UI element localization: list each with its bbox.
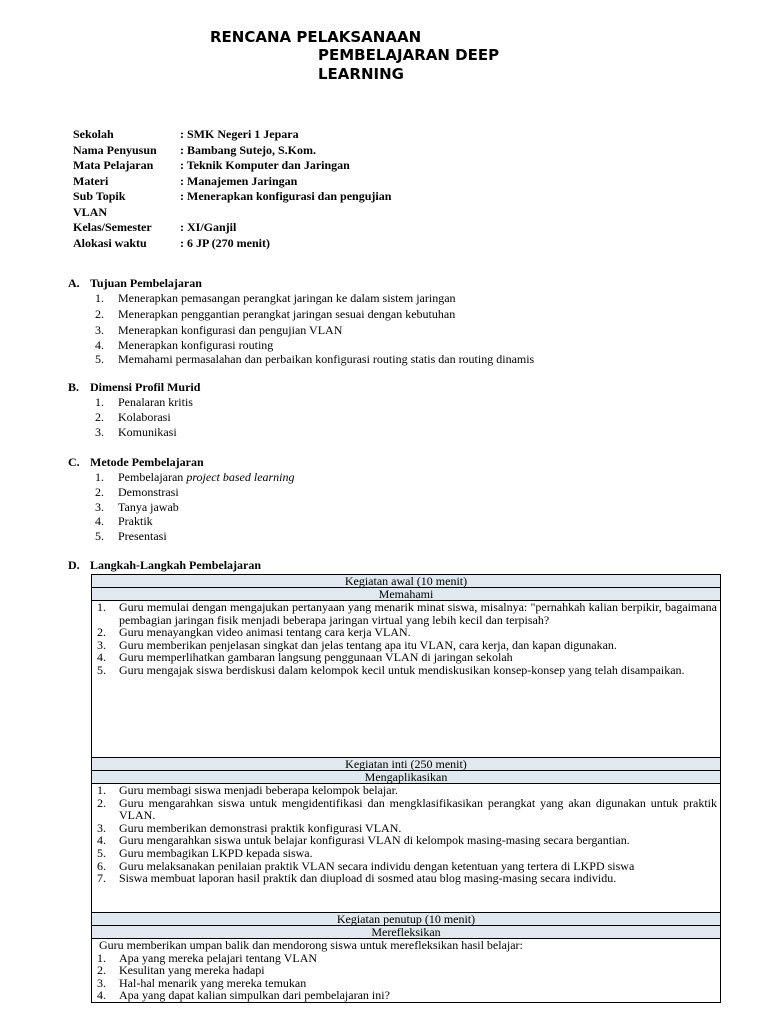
- section-profil: [68, 380, 200, 439]
- list-item: 5. Presentasi: [95, 529, 167, 544]
- section-heading: C. Metode Pembelajaran: [68, 455, 204, 469]
- list-item: 3. Tanya jawab: [95, 499, 179, 514]
- profile-list: [68, 395, 200, 439]
- list-item: 4. Guru memperlihatkan gambaran langsung penggunaan VLAN di jaringan sekolah: [97, 650, 513, 665]
- list-item: 2. Demonstrasi: [95, 484, 179, 499]
- list-item: 3. Hal-hal menarik yang mereka temukan: [97, 975, 307, 990]
- document-page: RENCANA PELAKSANAAN PEMBELAJARAN DEEP LEARNING Sekolah : SMK Negeri 1 Jepara Nama Penyusun : Bambang Sutejo, S.Kom. Mata Pelajaran : Teknik Komputer dan Jaringan Materi : Manajemen Jaringan Sub Topik : Menerapkan konfigurasi dan pengujian VLAN Kelas/Semester : XI/Ganjil Alokasi waktu : 6 JP (270 menit) A. Tujuan Pembelajaran 1. Menerapkan pemasangan perangkat jaringan ke dalam sistem jaringan 2. Menerapkan penggantian perangkat jaringan sesuai dengan kebutuhan 3. Menerapkan konfigurasi dan pengujian VLAN 4. Menerapkan konfigurasi routing 5. Memahami permasalahan dan perbaikan konfigurasi routing statis dan routing dinamis B. Dimensi Profil Murid 1. Penalaran kritis 2. Kolaborasi 3. Komunikasi C. Metode Pembelajaran 1. Pembelajaran project based learning 2. Demonstrasi 3. Tanya jawab 4. Praktik 5. Presentasi D. Langkah-Langkah Pembelajaran Kegiatan awal (10 menit) Memahami 1. Guru memulai dengan mengajukan pertanyaan yang menarik minat siswa, misalnya: "pernahkah kalian berpikir, bagaimana pembagian jaringan fisik menjadi beberapa jaringan virtual yang lebih kecil dan terpisah? 2. Guru menayangkan video animasi tentang cara kerja VLAN. 3. Guru memberikan penjelasan singkat dan jelas tentang apa itu VLAN, cara kerja, dan kapan digunakan. 4. Guru memperlihatkan gambaran langsung penggunaan VLAN di jaringan sekolah 5. Guru mengajak siswa berdiskusi dalam kelompok kecil untuk mendiskusikan konsep-konsep yang telah disampaikan. Kegiatan inti (250 menit) Mengaplikasikan 1. Guru membagi siswa menjadi beberapa kelompok belajar. 2. Guru mengarahkan siswa untuk mengidentifikasi dan mengklasifikasikan perangkat yang akan digunakan untuk praktik VLAN. 3. Guru memberikan demonstrasi praktik konfigurasi VLAN. 4. Guru mengarahkan siswa untuk belajar konfigurasi VLAN di kelompok masing-masing secara bergantian. 5. Guru membagikan LKPD kepada siswa. 6. Guru melaksanakan penilaian praktik VLAN secara individu dengan ketentuan yang tertera di LKPD siswa 7. Siswa membuat laporan hasil praktik dan diupload di sosmed atau blog masing-masing secara individu. Kegiatan penutup (10 menit) Merefleksikan Guru memberikan umpan balik dan mendorong siswa untuk merefleksikan hasil belajar: 1. Apa yang mereka pelajari tentang VLAN 2. Kesulitan yang mereka hadapi 3. Hal-hal menarik yang mereka temukan 4. Apa yang dapat kalian simpulkan dari pembelajaran ini?: [0, 0, 768, 1024]
- penutup-subheader: Merefleksikan: [92, 926, 721, 939]
- awal-header: Kegiatan awal (10 menit): [92, 575, 721, 588]
- list-item: 1. Guru membagi siswa menjadi beberapa kelompok belajar.: [97, 783, 398, 797]
- section-heading: D. Langkah-Langkah Pembelajaran: [68, 558, 262, 572]
- list-item: 2. Guru menayangkan video animasi tentang cara kerja VLAN.: [97, 625, 411, 640]
- list-item: 2. Kolaborasi: [95, 409, 171, 424]
- section-heading: B. Dimensi Profil Murid: [68, 380, 201, 394]
- list-item: 4. Apa yang dapat kalian simpulkan dari pembelajaran ini?: [97, 988, 390, 1003]
- penutup-intro: Guru memberikan umpan balik dan mendorong siswa untuk merefleksikan hasil belajar:: [99, 938, 523, 952]
- inti-header: Kegiatan inti (250 menit): [92, 758, 721, 771]
- awal-content: [92, 601, 721, 758]
- section-langkah: [68, 558, 261, 573]
- list-item: 1. Pembelajaran project based learning: [95, 470, 295, 484]
- title-line-3: LEARNING: [318, 65, 404, 83]
- list-item: 4. Guru mengarahkan siswa untuk belajar konfigurasi VLAN di kelompok masing-masing secara bergantian.: [97, 833, 630, 848]
- list-item: 5. Memahami permasalahan dan perbaikan konfigurasi routing statis dan routing dinamis: [95, 352, 535, 367]
- list-item: 4. Menerapkan konfigurasi routing: [95, 337, 274, 352]
- section-heading: A. Tujuan Pembelajaran: [68, 276, 202, 290]
- penutup-header: Kegiatan penutup (10 menit): [92, 913, 721, 926]
- list-item: 2. Menerapkan penggantian perangkat jaringan sesuai dengan kebutuhan: [95, 306, 456, 321]
- list-item: 3. Menerapkan konfigurasi dan pengujian VLAN: [95, 322, 343, 337]
- penutup-content: [92, 939, 721, 1003]
- list-item: 3. Guru memberikan penjelasan singkat dan jelas tentang apa itu VLAN, cara kerja, dan kapan digunakan.: [97, 637, 617, 652]
- title-line-1: RENCANA PELAKSANAAN: [210, 28, 422, 46]
- list-item: 1. Apa yang mereka pelajari tentang VLAN: [97, 950, 318, 965]
- list-item: 2. Guru mengarahkan siswa untuk mengidentifikasi dan mengklasifikasikan perangkat yang akan digunakan untuk praktik VLAN.: [97, 795, 717, 823]
- list-item: 3. Komunikasi: [95, 424, 177, 439]
- section-metode: [68, 455, 295, 544]
- list-item: 6. Guru melaksanakan penilaian praktik VLAN secara individu dengan ketentuan yang tertera di LKPD siswa: [97, 858, 635, 873]
- objective-list: [68, 291, 534, 367]
- title-line-2: PEMBELAJARAN DEEP: [318, 46, 500, 64]
- section-tujuan: [68, 276, 534, 367]
- list-item: 1. Guru memulai dengan mengajukan pertanyaan yang menarik minat siswa, misalnya: "pernahkah kalian berpikir, bagaimana pembagian jaringan fisik menjadi beberapa jaringan virtual yang lebih kecil dan terpisah?: [97, 600, 717, 627]
- list-item: 7. Siswa membuat laporan hasil praktik dan diupload di sosmed atau blog masing-masing secara individu.: [97, 871, 617, 886]
- steps-table: [91, 574, 721, 1003]
- list-item: 4. Praktik: [95, 514, 153, 529]
- list-item: 2. Kesulitan yang mereka hadapi: [97, 963, 265, 978]
- inti-content: [92, 784, 721, 913]
- method-list: [68, 470, 295, 544]
- list-item: 5. Guru membagikan LKPD kepada siswa.: [97, 845, 313, 860]
- list-item: 3. Guru memberikan demonstrasi praktik konfigurasi VLAN.: [97, 820, 402, 835]
- list-item: 5. Guru mengajak siswa berdiskusi dalam kelompok kecil untuk mendiskusikan konsep-konsep yang telah disampaikan.: [97, 662, 685, 677]
- list-item: 1. Menerapkan pemasangan perangkat jaringan ke dalam sistem jaringan: [95, 291, 456, 305]
- inti-subheader: Mengaplikasikan: [92, 771, 721, 784]
- awal-subheader: Memahami: [92, 588, 721, 601]
- list-item: 1. Penalaran kritis: [95, 395, 193, 409]
